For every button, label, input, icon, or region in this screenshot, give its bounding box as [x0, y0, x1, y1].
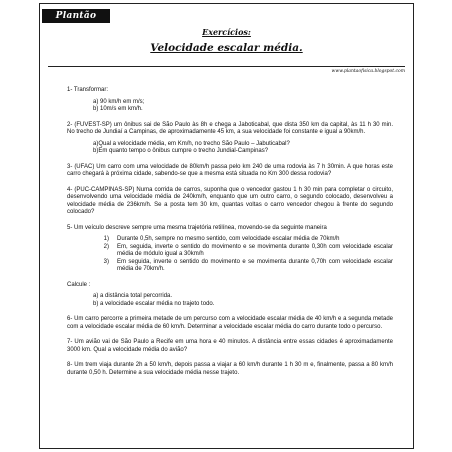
q3-text: 3- (UFAC) Um carro com uma velocidade de 80km/h passa pelo km 240 de uma rodovia às 7 h 30min. A que horas este carro chegará à próxima cidade, sabendo-se que a mesma está situada no Km 300 dessa rodovia?	[67, 163, 393, 177]
q5-item-b: b) a velocidade escalar média no trajeto todo.	[93, 300, 215, 307]
q1-item-a: a) 90 km/h em m/s;	[93, 98, 145, 105]
q5-steps	[67, 236, 393, 274]
q5-step: 2) Em, seguida, inverte o sentido do movimento e se movimenta durante 0,30h com velocidade escalar média de módulo igual a 30km/h	[103, 243, 393, 257]
q4-text: 4- (PUC-CAMPINAS-SP) Numa corrida de carros, suponha que o vencedor gastou 1 h 30 min para completar o circuito, desenvolvendo uma velocidade média de 240km/h, enquanto que um outro carro, o segundo colocado, desenvolveu a velocidade média de 236km/h. Se a posta tem 30 km, quantas voltas o carro vencedor chegou à frente do segundo colocado?	[67, 186, 393, 215]
exercise-list	[67, 87, 393, 377]
q2-text: 2- (FUVEST-SP) um ônibus sai de São Paulo às 8h e chega a Jaboticabal, que dista 350 km da capital, às 11 h 30 min. No trecho de Jundiaí a Campinas, de aproximadamente 45 km, a sua velocidade foi constante e igual a 90km/h.	[67, 121, 393, 135]
page-title: Velocidade escalar média.	[150, 42, 303, 54]
q1-item-b: b) 10m/s em km/h.	[93, 106, 143, 112]
q5-step: 3) Em seguida, inverte o sentido do movimento e se movimenta durante 0,70h com velocidade escalar média de 70km/h.	[103, 258, 393, 272]
q5-calc-label: Calcule :	[67, 281, 91, 288]
q1-label: 1- Transformar:	[67, 87, 109, 93]
q5-step: 1) Durante 0,5h, sempre no mesmo sentido, com velocidade escalar média de 70km/h	[103, 236, 340, 242]
q6-text: 6- Um carro percorre a primeira metade de um percurso com a velocidade escalar média de 40 km/h e a segunda metade com a velocidade escalar média de 60 km/h. Determinar a velocidade escalar média do carro durante todo o percurso.	[67, 316, 393, 330]
q7-text: 7- Um avião vai de São Paulo a Recife em uma hora e 40 minutos. A distância entre essas cidades é aproximadamente 3000 km. Qual a velocidade média do avião?	[67, 339, 393, 353]
plantao-fisica-logo: Plantão Física	[42, 9, 110, 23]
exercises-heading: Exercícios:	[202, 27, 251, 37]
q5-item-a: a) a distância total percorrida.	[93, 293, 173, 299]
q2-item-b: b)Em quanto tempo o ônibus cumpre o trecho Jundial-Campinas?	[93, 148, 269, 154]
site-url: www.plantaofisica.blogspot.com	[331, 69, 405, 74]
q2-item-a: a)Qual a velocidade média, em Km/h, no trecho São Paulo – Jabuticabal?	[93, 140, 290, 147]
header-divider	[48, 66, 405, 67]
document-page	[39, 3, 414, 449]
q5-text: 5- Um veículo descreve sempre uma mesma trajetória retilínea, movendo-se da seguinte maneira	[67, 224, 327, 231]
q8-text: 8- Um trem viaja durante 2h a 50 km/h, depois passa a viajar a 60 km/h durante 1 h 30 m e, finalmente, passa a 80 km/h durante 0,50 h. Determine a sua velocidade média nesse trajeto.	[67, 362, 393, 376]
